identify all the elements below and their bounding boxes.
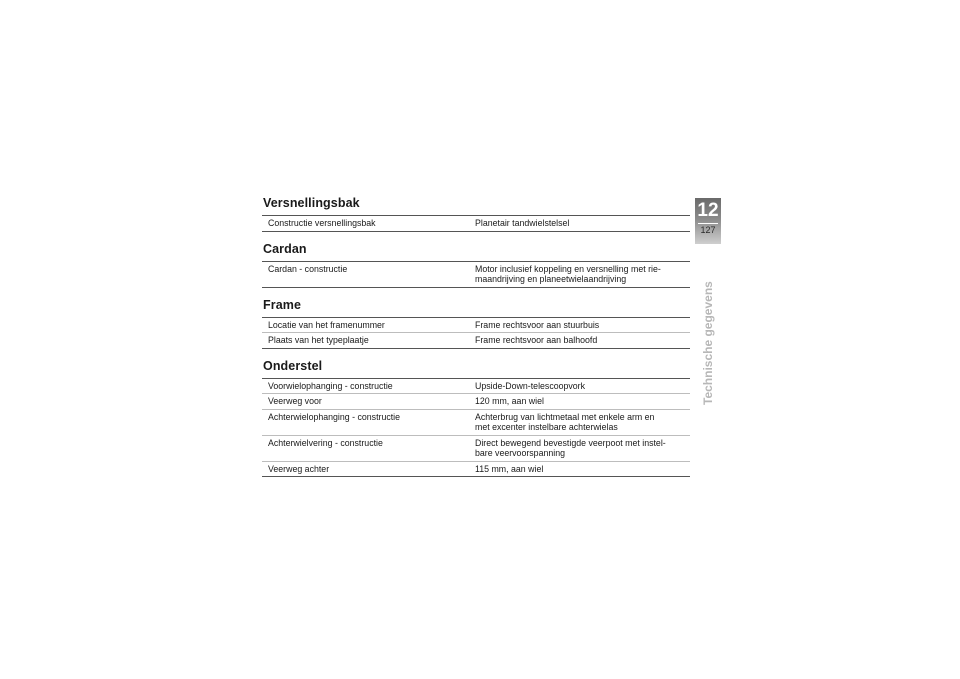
chapter-number: 12	[697, 200, 719, 221]
spec-value: Planetair tandwielstelsel	[475, 218, 570, 228]
spec-content	[262, 196, 690, 487]
table-row	[262, 262, 690, 288]
table-row	[262, 436, 690, 462]
spec-label: Achterwielophanging - constructie	[268, 411, 401, 422]
table-row	[262, 379, 690, 395]
table-row	[262, 410, 690, 436]
table-row	[262, 216, 690, 232]
spec-label: Achterwielvering - constructie	[268, 437, 383, 448]
section-title: Cardan	[263, 241, 307, 256]
spec-value: Direct bewegend bevestigde veerpoot met instel- bare veervoorspanning	[475, 437, 666, 458]
spec-table	[262, 215, 690, 232]
table-row	[262, 462, 690, 478]
spec-value: 115 mm, aan wiel	[475, 463, 544, 474]
page-number: 127	[700, 225, 716, 235]
spec-value: Motor inclusief koppeling en versnelling met rie- maandrijving en planeetwielaandrijving	[475, 263, 661, 284]
table-row	[262, 318, 690, 334]
spec-label: Plaats van het typeplaatje	[268, 335, 369, 345]
spec-label: Locatie van het framenummer	[268, 319, 385, 330]
spec-label: Veerweg achter	[268, 463, 330, 474]
tab-divider	[698, 223, 718, 224]
spec-table	[262, 261, 690, 288]
section-versnellingsbak	[262, 196, 690, 232]
spec-label: Voorwielophanging - constructie	[268, 380, 393, 391]
section-title: Versnellingsbak	[263, 196, 360, 210]
spec-value: Achterbrug van lichtmetaal met enkele arm en met excenter instelbare achterwielas	[475, 411, 655, 432]
spec-value: Upside-Down-telescoopvork	[475, 380, 586, 391]
section-cardan	[262, 242, 690, 288]
chapter-side-title: Technische gegevens	[701, 281, 715, 405]
spec-label: Constructie versnellingsbak	[268, 218, 376, 228]
spec-label: Veerweg voor	[268, 396, 322, 406]
spec-table	[262, 378, 690, 478]
spec-label: Cardan - constructie	[268, 263, 348, 274]
spec-value: Frame rechtsvoor aan stuurbuis	[475, 319, 600, 330]
spec-table	[262, 317, 690, 349]
section-title: Onderstel	[263, 358, 323, 373]
section-frame	[262, 298, 690, 349]
table-row	[262, 333, 690, 349]
section-onderstel	[262, 359, 690, 478]
spec-value: Frame rechtsvoor aan balhoofd	[475, 335, 598, 345]
table-row	[262, 394, 690, 410]
section-title: Frame	[263, 297, 302, 312]
chapter-tab	[695, 198, 721, 244]
spec-value: 120 mm, aan wiel	[475, 396, 544, 406]
